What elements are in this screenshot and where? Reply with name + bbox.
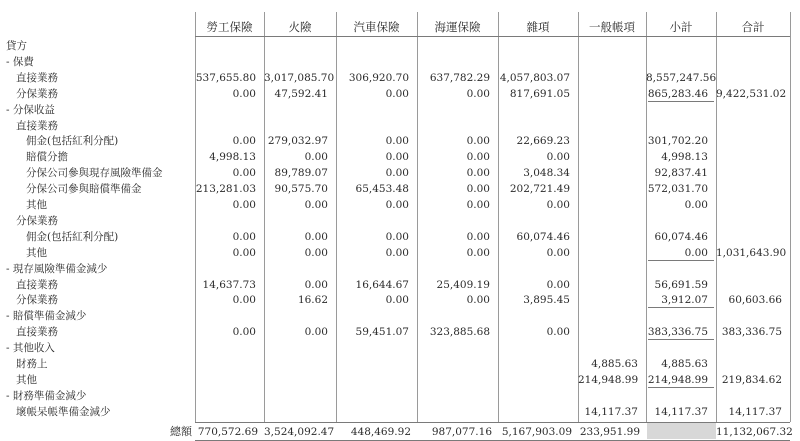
cell-fire: 3,017,085.70 bbox=[264, 71, 335, 84]
row-label: 賠償分擔 bbox=[26, 151, 68, 164]
column-header-labor: 勞工保險 bbox=[206, 20, 253, 34]
cell-subtotal: 4,998.13 bbox=[661, 151, 708, 164]
cell-subtotal: 14,117.37 bbox=[654, 405, 708, 418]
row-label: - 分保收益 bbox=[6, 103, 55, 116]
cell-subtotal: 3,912.07 bbox=[661, 294, 708, 307]
cell-fire: 16.62 bbox=[297, 294, 328, 307]
row-label: - 其他收入 bbox=[6, 342, 55, 355]
column-header-auto: 汽車保險 bbox=[353, 20, 400, 34]
cell-fire: 0.00 bbox=[304, 326, 328, 339]
cell-misc: 0.00 bbox=[546, 278, 570, 291]
cell-total: 60,603.66 bbox=[728, 294, 782, 307]
cell-total: 219,834.62 bbox=[721, 373, 782, 386]
cell-marine: 637,782.29 bbox=[429, 71, 490, 84]
cell-marine: 0.00 bbox=[466, 183, 490, 196]
cell-misc: 3,048.34 bbox=[523, 167, 570, 180]
cell-auto: 59,451.07 bbox=[355, 326, 409, 339]
row-label: - 現存風險準備金減少 bbox=[6, 262, 108, 275]
cell-marine: 0.00 bbox=[466, 167, 490, 180]
cell-labor: 0.00 bbox=[232, 135, 256, 148]
cell-misc: 22,669.23 bbox=[516, 135, 570, 148]
row-label: - 財務準備金減少 bbox=[6, 389, 87, 402]
cell-labor: 0.00 bbox=[232, 199, 256, 211]
cell-subtotal: 383,336.75 bbox=[647, 326, 708, 339]
cell-marine: 323,885.68 bbox=[429, 326, 490, 339]
cell-auto: 0.00 bbox=[385, 230, 409, 243]
cell-subtotal: 92,837.41 bbox=[654, 167, 708, 180]
row-label: 直接業務 bbox=[16, 278, 58, 291]
cell-auto: 65,453.48 bbox=[355, 183, 409, 196]
column-header-marine: 海運保險 bbox=[434, 20, 481, 34]
cell-marine: 0.00 bbox=[466, 199, 490, 211]
cell-auto: 0.00 bbox=[385, 151, 409, 164]
cell-misc: 0.00 bbox=[546, 199, 570, 211]
cell-labor: 0.00 bbox=[232, 294, 256, 307]
cell-fire: 0.00 bbox=[304, 151, 328, 164]
row-label: 分保公司參與現存風險準備金 bbox=[26, 167, 163, 180]
row-label: 財務上 bbox=[16, 358, 48, 370]
cell-labor: 0.00 bbox=[232, 87, 256, 100]
cell-fire: 0.00 bbox=[304, 246, 328, 259]
row-label: 分保業務 bbox=[16, 294, 58, 307]
cell-misc: 817,691.05 bbox=[509, 87, 570, 100]
total-label: 總額 bbox=[170, 424, 192, 438]
cell-labor: 213,281.03 bbox=[195, 183, 256, 196]
cell-subtotal: 214,948.99 bbox=[647, 373, 708, 386]
subtotal-rule bbox=[648, 387, 714, 388]
row-label: - 賠償準備金減少 bbox=[6, 310, 87, 323]
row-label: 佣金(包括紅利分配) bbox=[26, 230, 119, 243]
cell-auto: 0.00 bbox=[385, 167, 409, 180]
total-total: 11,132,067.32 bbox=[716, 425, 793, 438]
cell-marine: 0.00 bbox=[466, 230, 490, 243]
row-label: 其他 bbox=[26, 199, 47, 211]
cell-auto: 0.00 bbox=[385, 294, 409, 307]
cell-general: 14,117.37 bbox=[584, 405, 638, 418]
cell-marine: 25,409.19 bbox=[436, 278, 490, 291]
total-fire: 3,524,092.47 bbox=[264, 425, 335, 438]
cell-labor: 14,637.73 bbox=[202, 278, 256, 291]
subtotal-rule bbox=[648, 101, 714, 102]
cell-fire: 47,592.41 bbox=[274, 87, 328, 100]
header-rule bbox=[195, 36, 790, 37]
cell-general: 214,948.99 bbox=[578, 373, 639, 386]
cell-subtotal: 60,074.46 bbox=[654, 230, 708, 243]
cell-labor: 0.00 bbox=[232, 167, 256, 180]
row-label: - 保費 bbox=[6, 55, 34, 68]
cell-total: 1,031,643.90 bbox=[716, 246, 787, 259]
cell-fire: 0.00 bbox=[304, 199, 328, 211]
cell-fire: 90,575.70 bbox=[274, 183, 328, 196]
cell-misc: 60,074.46 bbox=[516, 230, 570, 243]
cell-fire: 89,789.07 bbox=[274, 167, 328, 180]
cell-misc: 3,895.45 bbox=[523, 294, 570, 307]
row-label: 直接業務 bbox=[16, 71, 58, 84]
column-header-fire: 火險 bbox=[288, 20, 312, 34]
cell-misc: 202,721.49 bbox=[509, 183, 570, 196]
row-label: 分保公司參與賠償準備金 bbox=[26, 183, 142, 196]
cell-subtotal: 572,031.70 bbox=[647, 183, 708, 196]
total-misc: 5,167,903.09 bbox=[501, 425, 572, 438]
cell-total: 9,422,531.02 bbox=[716, 87, 787, 100]
cell-fire: 279,032.97 bbox=[267, 135, 328, 148]
cell-subtotal: 0.00 bbox=[684, 246, 708, 259]
cell-marine: 0.00 bbox=[466, 151, 490, 164]
cell-marine: 0.00 bbox=[466, 135, 490, 148]
cell-marine: 0.00 bbox=[466, 246, 490, 259]
cell-auto: 0.00 bbox=[385, 199, 409, 211]
cell-auto: 0.00 bbox=[385, 135, 409, 148]
subtotal-rule bbox=[648, 307, 714, 308]
cell-fire: 0.00 bbox=[304, 278, 328, 291]
cell-labor: 4,998.13 bbox=[209, 151, 256, 164]
total-auto: 448,469.92 bbox=[350, 425, 411, 438]
row-label: 佣金(包括紅利分配) bbox=[26, 135, 119, 148]
subtotal-rule bbox=[648, 339, 714, 340]
cell-misc: 0.00 bbox=[546, 151, 570, 164]
cell-subtotal: 8,557,247.56 bbox=[646, 71, 717, 84]
cell-auto: 16,644.67 bbox=[355, 278, 409, 291]
cell-marine: 0.00 bbox=[466, 294, 490, 307]
row-label: 直接業務 bbox=[16, 326, 58, 339]
cell-subtotal: 4,885.63 bbox=[661, 358, 708, 370]
total-general: 233,951.99 bbox=[579, 425, 640, 438]
row-label: 其他 bbox=[26, 246, 47, 259]
cell-total: 14,117.37 bbox=[728, 405, 782, 418]
row-label: 分保業務 bbox=[16, 87, 58, 100]
cell-subtotal: 0.00 bbox=[684, 199, 708, 211]
row-label: 壞帳呆帳準備金減少 bbox=[16, 405, 111, 418]
row-label: 直接業務 bbox=[16, 119, 58, 132]
column-header-subtotal: 小計 bbox=[669, 20, 693, 34]
total-labor: 770,572.69 bbox=[197, 425, 258, 438]
column-header-misc: 雜項 bbox=[526, 20, 550, 34]
cell-fire: 0.00 bbox=[304, 230, 328, 243]
cell-auto: 0.00 bbox=[385, 87, 409, 100]
cell-misc: 0.00 bbox=[546, 246, 570, 259]
column-divider bbox=[716, 12, 717, 422]
cell-labor: 0.00 bbox=[232, 326, 256, 339]
subtotal-total-shade bbox=[647, 423, 716, 439]
cell-subtotal: 56,691.59 bbox=[654, 278, 708, 291]
cell-labor: 0.00 bbox=[232, 230, 256, 243]
cell-subtotal: 865,283.46 bbox=[647, 87, 708, 100]
cell-marine: 0.00 bbox=[466, 87, 490, 100]
column-divider bbox=[790, 12, 791, 422]
cell-total: 383,336.75 bbox=[721, 326, 782, 339]
cell-labor: 0.00 bbox=[232, 246, 256, 259]
column-header-total: 合計 bbox=[741, 20, 765, 34]
cell-general: 4,885.63 bbox=[591, 358, 638, 370]
cell-labor: 537,655.80 bbox=[195, 71, 256, 84]
cell-misc: 0.00 bbox=[546, 326, 570, 339]
cell-auto: 306,920.70 bbox=[348, 71, 409, 84]
row-label: 分保業務 bbox=[16, 214, 58, 227]
total-marine: 987,077.16 bbox=[431, 425, 492, 438]
cell-subtotal: 301,702.20 bbox=[647, 135, 708, 148]
cell-misc: 4,057,803.07 bbox=[499, 71, 570, 84]
column-header-general: 一般帳項 bbox=[589, 20, 635, 34]
row-label: 其他 bbox=[16, 373, 37, 386]
cell-auto: 0.00 bbox=[385, 246, 409, 259]
row-label: 貸方 bbox=[6, 40, 27, 52]
total-bottom-rule bbox=[195, 440, 790, 441]
subtotal-rule bbox=[648, 260, 714, 261]
